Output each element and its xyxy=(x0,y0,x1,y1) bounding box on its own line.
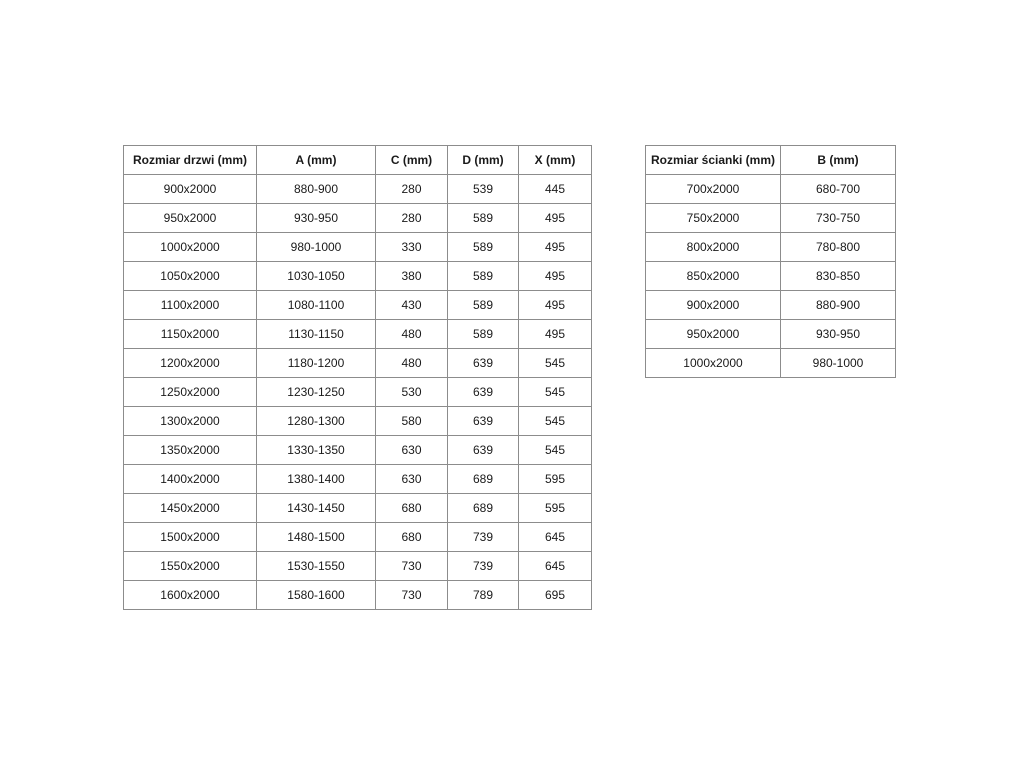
table-cell: 739 xyxy=(448,552,519,581)
table-cell: 680 xyxy=(376,523,448,552)
column-header: C (mm) xyxy=(376,146,448,175)
table-cell: 700x2000 xyxy=(646,175,781,204)
table-cell: 1130-1150 xyxy=(257,320,376,349)
table-cell: 1150x2000 xyxy=(124,320,257,349)
table-cell: 1200x2000 xyxy=(124,349,257,378)
table-cell: 980-1000 xyxy=(781,349,896,378)
table-cell: 789 xyxy=(448,581,519,610)
table-row xyxy=(124,349,592,378)
table-cell: 639 xyxy=(448,407,519,436)
table-cell: 280 xyxy=(376,175,448,204)
table-cell: 280 xyxy=(376,204,448,233)
column-header: B (mm) xyxy=(781,146,896,175)
table-row xyxy=(124,233,592,262)
table-cell: 689 xyxy=(448,494,519,523)
column-header: A (mm) xyxy=(257,146,376,175)
table-cell: 480 xyxy=(376,349,448,378)
wall-sizes-table xyxy=(645,145,896,378)
table-cell: 850x2000 xyxy=(646,262,781,291)
table-row xyxy=(124,291,592,320)
table-row xyxy=(124,320,592,349)
table-cell: 630 xyxy=(376,436,448,465)
table-cell: 695 xyxy=(519,581,592,610)
table-cell: 545 xyxy=(519,436,592,465)
table-row xyxy=(124,407,592,436)
table-row xyxy=(646,349,896,378)
table-cell: 495 xyxy=(519,233,592,262)
column-header: X (mm) xyxy=(519,146,592,175)
table-row xyxy=(124,262,592,291)
table-row xyxy=(124,204,592,233)
header-row xyxy=(124,146,592,175)
table-cell: 1050x2000 xyxy=(124,262,257,291)
table-cell: 800x2000 xyxy=(646,233,781,262)
table-cell: 630 xyxy=(376,465,448,494)
table-cell: 580 xyxy=(376,407,448,436)
table-cell: 595 xyxy=(519,465,592,494)
table-cell: 430 xyxy=(376,291,448,320)
table-row xyxy=(124,523,592,552)
table-cell: 639 xyxy=(448,349,519,378)
table-cell: 545 xyxy=(519,407,592,436)
table-cell: 880-900 xyxy=(257,175,376,204)
table-cell: 1300x2000 xyxy=(124,407,257,436)
table-cell: 1380-1400 xyxy=(257,465,376,494)
table-cell: 1400x2000 xyxy=(124,465,257,494)
table-row xyxy=(124,552,592,581)
column-header: Rozmiar drzwi (mm) xyxy=(124,146,257,175)
table-row xyxy=(124,175,592,204)
table-cell: 1030-1050 xyxy=(257,262,376,291)
table-cell: 1600x2000 xyxy=(124,581,257,610)
table-cell: 980-1000 xyxy=(257,233,376,262)
table-cell: 1280-1300 xyxy=(257,407,376,436)
table-cell: 1530-1550 xyxy=(257,552,376,581)
door-sizes-table xyxy=(123,145,592,610)
table-cell: 1480-1500 xyxy=(257,523,376,552)
table-cell: 330 xyxy=(376,233,448,262)
table-cell: 880-900 xyxy=(781,291,896,320)
table-cell: 495 xyxy=(519,204,592,233)
table-cell: 1330-1350 xyxy=(257,436,376,465)
table-cell: 830-850 xyxy=(781,262,896,291)
table-cell: 639 xyxy=(448,436,519,465)
table-cell: 950x2000 xyxy=(124,204,257,233)
table-cell: 1230-1250 xyxy=(257,378,376,407)
table-cell: 1350x2000 xyxy=(124,436,257,465)
table-cell: 950x2000 xyxy=(646,320,781,349)
table-cell: 530 xyxy=(376,378,448,407)
table-cell: 589 xyxy=(448,320,519,349)
table-cell: 900x2000 xyxy=(646,291,781,320)
table-row xyxy=(124,581,592,610)
table-cell: 1450x2000 xyxy=(124,494,257,523)
table-cell: 1000x2000 xyxy=(646,349,781,378)
table-cell: 1100x2000 xyxy=(124,291,257,320)
table-cell: 930-950 xyxy=(257,204,376,233)
table-row xyxy=(646,262,896,291)
table-row xyxy=(646,320,896,349)
table-row xyxy=(646,233,896,262)
table-cell: 595 xyxy=(519,494,592,523)
table-cell: 1550x2000 xyxy=(124,552,257,581)
table-cell: 1080-1100 xyxy=(257,291,376,320)
table-cell: 589 xyxy=(448,262,519,291)
table-cell: 645 xyxy=(519,552,592,581)
table-cell: 589 xyxy=(448,204,519,233)
table-cell: 639 xyxy=(448,378,519,407)
table-cell: 680 xyxy=(376,494,448,523)
table-row xyxy=(646,291,896,320)
table-cell: 689 xyxy=(448,465,519,494)
table-row xyxy=(124,378,592,407)
table-cell: 1580-1600 xyxy=(257,581,376,610)
table-cell: 730-750 xyxy=(781,204,896,233)
table-cell: 1250x2000 xyxy=(124,378,257,407)
table-cell: 900x2000 xyxy=(124,175,257,204)
table-cell: 780-800 xyxy=(781,233,896,262)
table-cell: 930-950 xyxy=(781,320,896,349)
table-cell: 480 xyxy=(376,320,448,349)
table-cell: 680-700 xyxy=(781,175,896,204)
table-cell: 495 xyxy=(519,291,592,320)
table-cell: 739 xyxy=(448,523,519,552)
table-row xyxy=(124,465,592,494)
table-cell: 545 xyxy=(519,349,592,378)
table-cell: 645 xyxy=(519,523,592,552)
table-cell: 750x2000 xyxy=(646,204,781,233)
table-cell: 589 xyxy=(448,291,519,320)
table-cell: 1180-1200 xyxy=(257,349,376,378)
table-cell: 730 xyxy=(376,552,448,581)
table-cell: 545 xyxy=(519,378,592,407)
table-cell: 730 xyxy=(376,581,448,610)
table-row xyxy=(646,175,896,204)
header-row xyxy=(646,146,896,175)
table-cell: 1500x2000 xyxy=(124,523,257,552)
table-cell: 1000x2000 xyxy=(124,233,257,262)
table-cell: 1430-1450 xyxy=(257,494,376,523)
table-row xyxy=(124,436,592,465)
table-cell: 589 xyxy=(448,233,519,262)
table-cell: 539 xyxy=(448,175,519,204)
table-cell: 495 xyxy=(519,262,592,291)
table-row xyxy=(646,204,896,233)
table-cell: 495 xyxy=(519,320,592,349)
table-row xyxy=(124,494,592,523)
table-cell: 380 xyxy=(376,262,448,291)
column-header: D (mm) xyxy=(448,146,519,175)
column-header: Rozmiar ścianki (mm) xyxy=(646,146,781,175)
table-cell: 445 xyxy=(519,175,592,204)
